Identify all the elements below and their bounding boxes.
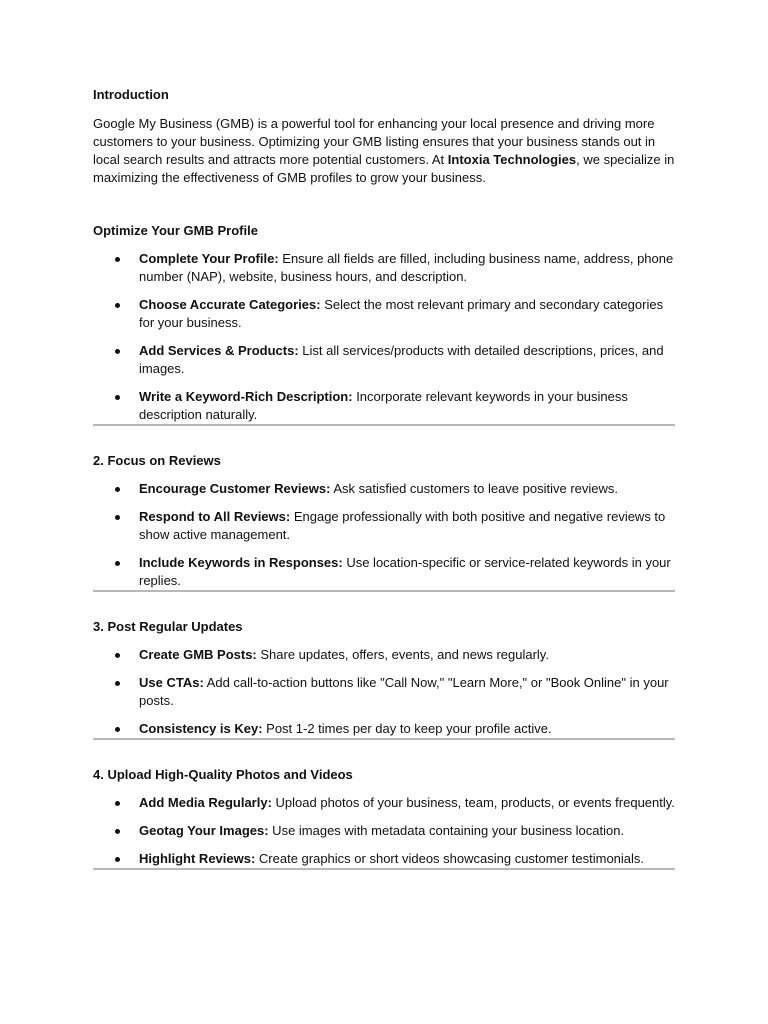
bullet-icon — [115, 857, 120, 862]
updates-list — [93, 646, 675, 738]
bullet-icon — [115, 395, 120, 400]
item-text: Ensure all fields are filled, including business name, address, phone number (NAP), website, business hours, and description. — [139, 251, 674, 284]
item-label: Encourage Customer Reviews: — [139, 481, 331, 496]
bullet-icon — [115, 349, 120, 354]
list-item — [93, 296, 675, 332]
list-item — [93, 388, 675, 424]
item-label: Respond to All Reviews: — [139, 509, 291, 524]
item-label: Include Keywords in Responses: — [139, 555, 343, 570]
item-label: Create GMB Posts: — [139, 647, 257, 662]
company-name: Intoxia Technologies — [447, 152, 577, 167]
section-divider — [93, 868, 675, 870]
item-text: Select the most relevant primary and secondary categories for your business. — [139, 297, 664, 330]
list-item — [93, 794, 675, 812]
list-item — [93, 508, 675, 544]
bullet-icon — [115, 653, 120, 658]
bullet-icon — [115, 561, 120, 566]
bullet-icon — [115, 515, 120, 520]
bullet-icon — [115, 727, 120, 732]
intro-heading: Introduction — [93, 87, 169, 102]
item-text: Incorporate relevant keywords in your business description naturally. — [139, 389, 628, 422]
item-text: Use images with metadata containing your business location. — [268, 823, 625, 838]
item-text: Create graphics or short videos showcasing customer testimonials. — [255, 851, 645, 866]
list-item — [93, 554, 675, 590]
bullet-icon — [115, 681, 120, 686]
item-label: Choose Accurate Categories: — [139, 297, 321, 312]
item-text: Post 1-2 times per day to keep your profile active. — [262, 721, 552, 736]
item-label: Consistency is Key: — [139, 721, 263, 736]
section-divider — [93, 424, 675, 426]
section-divider — [93, 590, 675, 592]
list-item — [93, 720, 675, 738]
intro-paragraph — [93, 115, 675, 187]
list-item — [93, 646, 675, 664]
item-text: Share updates, offers, events, and news regularly. — [256, 647, 549, 662]
item-text: Ask satisfied customers to leave positive reviews. — [330, 481, 619, 496]
section-heading-photos-videos: 4. Upload High-Quality Photos and Videos — [93, 767, 353, 782]
item-label: Complete Your Profile: — [139, 251, 279, 266]
item-label: Highlight Reviews: — [139, 851, 256, 866]
item-text: List all services/products with detailed descriptions, prices, and images. — [139, 343, 664, 376]
item-text: Upload photos of your business, team, products, or events frequently. — [271, 795, 675, 810]
bullet-icon — [115, 487, 120, 492]
list-item — [93, 342, 675, 378]
item-label: Add Services & Products: — [139, 343, 299, 358]
section-heading-updates: 3. Post Regular Updates — [93, 619, 243, 634]
optimize-profile-list — [93, 250, 675, 424]
item-label: Write a Keyword-Rich Description: — [139, 389, 353, 404]
bullet-icon — [115, 303, 120, 308]
list-item — [93, 850, 675, 868]
reviews-list — [93, 480, 675, 590]
bullet-icon — [115, 801, 120, 806]
photos-videos-list — [93, 794, 675, 868]
list-item — [93, 674, 675, 710]
document-body — [93, 86, 675, 870]
item-label: Use CTAs: — [139, 675, 204, 690]
item-label: Geotag Your Images: — [139, 823, 269, 838]
list-item — [93, 480, 675, 498]
item-label: Add Media Regularly: — [139, 795, 272, 810]
section-heading-reviews: 2. Focus on Reviews — [93, 453, 221, 468]
intro-text-part2: , we specialize in maximizing the effectiveness of GMB profiles to grow your business. — [93, 152, 675, 185]
item-text: Use location-specific or service-related keywords in your replies. — [139, 555, 671, 588]
item-text: Add call-to-action buttons like "Call Now," "Learn More," or "Book Online" in your posts. — [139, 675, 669, 708]
section-heading-optimize-profile: Optimize Your GMB Profile — [93, 223, 258, 238]
bullet-icon — [115, 257, 120, 262]
bullet-icon — [115, 829, 120, 834]
intro-text-part1: Google My Business (GMB) is a powerful tool for enhancing your local presence and driving more customers to your business. Optimizing your GMB listing ensures that your business stands out in local search results and attracts more potential customers. At — [93, 116, 656, 167]
section-divider — [93, 738, 675, 740]
list-item — [93, 822, 675, 840]
item-text: Engage professionally with both positive and negative reviews to show active management. — [139, 509, 666, 542]
list-item — [93, 250, 675, 286]
